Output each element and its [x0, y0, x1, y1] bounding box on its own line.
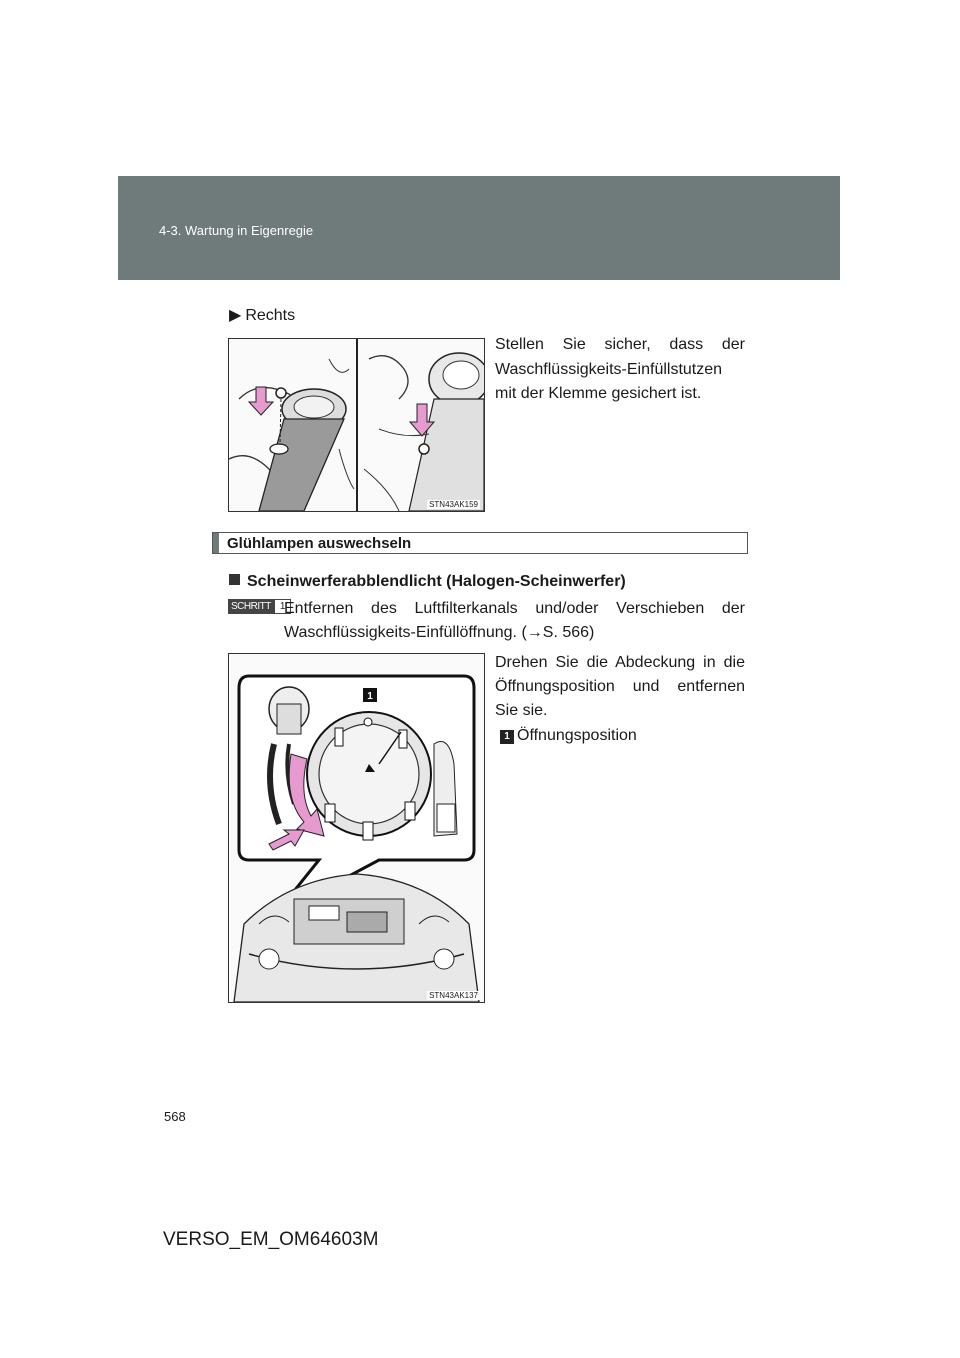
header-band	[118, 176, 840, 280]
section-title: Glühlampen auswechseln	[227, 535, 412, 552]
header-section-title: 4-3. Wartung in Eigenregie	[159, 223, 314, 238]
page-number: 568	[164, 1109, 186, 1124]
footer-code: VERSO_EM_OM64603M	[163, 1229, 379, 1250]
washer-clamp-illustration	[229, 339, 484, 511]
figure-code: STN43AK159	[429, 500, 478, 509]
section-heading-bar	[212, 532, 748, 554]
figure-headlamp-cover	[228, 653, 485, 1003]
triangle-right-icon: ▶	[229, 307, 242, 324]
section-accent	[213, 533, 219, 553]
square-bullet-icon	[229, 574, 240, 585]
step-2-text: Drehen Sie die Abdeckung in die Öffnungsposition und entfernen Sie sie.	[495, 654, 745, 719]
callout-label: Öffnungsposition	[517, 727, 637, 744]
callout-legend	[500, 727, 637, 745]
headlamp-cover-illustration	[229, 654, 484, 1002]
figure-code-2: STN43AK137	[429, 991, 478, 1000]
svg-text:1: 1	[367, 691, 373, 702]
step-badge-1: SCHRITT 1	[228, 599, 291, 614]
callout-badge-1: 1	[500, 730, 514, 744]
paragraph-clamp-note: Stellen Sie sicher, dass der Waschflüssigkeits-Einfüllstutzen mit der Klemme gesichert ist.	[495, 336, 745, 402]
figure-washer-clamp	[228, 338, 485, 512]
bullet-heading: Scheinwerferabblendlicht (Halogen-Scheinwerfer)	[229, 573, 626, 591]
subheading-rechts: ▶ Rechts	[229, 307, 296, 324]
step-1-text: Entfernen des Luftfilterkanals und/oder Verschieben der Waschflüssigkeits-Einfüllöffnung. (→S. 566)	[284, 600, 745, 641]
